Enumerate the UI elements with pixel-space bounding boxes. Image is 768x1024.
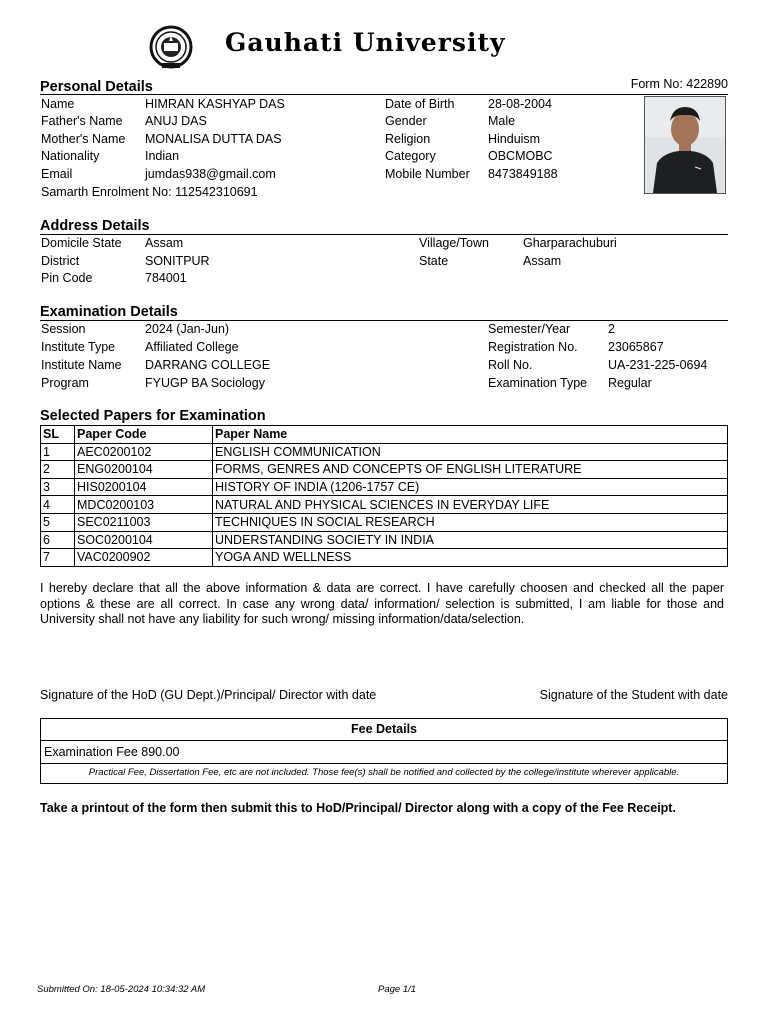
table-row	[41, 443, 728, 461]
father-name-label: Father's Name	[41, 114, 123, 128]
column-header-sl: SL	[41, 426, 75, 444]
religion-value: Hinduism	[488, 132, 541, 146]
domicile-state-label: Domicile State	[41, 236, 122, 250]
submitted-on: Submitted On: 18-05-2024 10:34:32 AM	[37, 984, 206, 995]
paper-name: UNDERSTANDING SOCIETY IN INDIA	[213, 531, 728, 549]
program-value: FYUGP BA Sociology	[145, 376, 265, 390]
fee-details-box	[40, 718, 728, 784]
category-value: OBCMOBC	[488, 149, 553, 163]
examination-type-value: Regular	[608, 376, 652, 390]
table-row	[41, 496, 728, 514]
religion-label: Religion	[385, 132, 431, 146]
institute-name-value: DARRANG COLLEGE	[145, 358, 271, 372]
student-signature-label: Signature of the Student with date	[539, 688, 728, 702]
state-label: State	[419, 254, 449, 268]
paper-sl: 4	[41, 496, 75, 514]
institute-type-value: Affiliated College	[145, 340, 239, 354]
paper-sl: 5	[41, 513, 75, 531]
table-row	[41, 461, 728, 479]
paper-code: SEC0211003	[75, 513, 213, 531]
table-row	[41, 531, 728, 549]
name-label: Name	[41, 97, 75, 111]
dob-label: Date of Birth	[385, 97, 455, 111]
examination-details-rule	[40, 320, 728, 321]
registration-no-label: Registration No.	[488, 340, 578, 354]
university-title: Gauhati University	[225, 28, 506, 57]
university-seal-logo	[149, 25, 193, 69]
selected-papers-heading: Selected Papers for Examination	[40, 408, 266, 424]
semester-year-value: 2	[608, 322, 615, 336]
mother-name-value: MONALISA DUTTA DAS	[145, 132, 282, 146]
nationality-label: Nationality	[41, 149, 100, 163]
paper-code: SOC0200104	[75, 531, 213, 549]
gender-label: Gender	[385, 114, 427, 128]
institute-type-label: Institute Type	[41, 340, 116, 354]
form-number: Form No: 422890	[630, 77, 728, 91]
paper-sl: 7	[41, 549, 75, 567]
district-label: District	[41, 254, 80, 268]
address-details-heading: Address Details	[40, 218, 150, 234]
domicile-state-value: Assam	[145, 236, 184, 250]
paper-name: NATURAL AND PHYSICAL SCIENCES IN EVERYDAY LIFE	[213, 496, 728, 514]
page-number: Page 1/1	[378, 984, 417, 995]
fee-note: Practical Fee, Dissertation Fee, etc are not included. Those fee(s) shall be notified and collected by the college/institute wherever applicable.	[88, 767, 680, 778]
paper-sl: 2	[41, 461, 75, 479]
student-photo	[644, 96, 726, 194]
address-details-rule	[40, 234, 728, 235]
paper-code: VAC0200902	[75, 549, 213, 567]
category-label: Category	[385, 149, 436, 163]
selected-papers-table	[40, 425, 728, 567]
submission-instruction: Take a printout of the form then submit this to HoD/Principal/ Director along with a copy of the Fee Receipt.	[40, 801, 676, 815]
pin-code-value: 784001	[145, 271, 187, 285]
email-label: Email	[41, 167, 73, 181]
mobile-value: 8473849188	[488, 167, 558, 181]
examination-fee: Examination Fee 890.00	[41, 741, 727, 764]
paper-name: HISTORY OF INDIA (1206-1757 CE)	[213, 478, 728, 496]
paper-name: YOGA AND WELLNESS	[213, 549, 728, 567]
mother-name-label: Mother's Name	[41, 132, 126, 146]
state-value: Assam	[523, 254, 562, 268]
column-header-paper-code: Paper Code	[75, 426, 213, 444]
paper-code: AEC0200102	[75, 443, 213, 461]
paper-code: MDC0200103	[75, 496, 213, 514]
fee-details-heading: Fee Details	[41, 719, 727, 741]
examination-type-label: Examination Type	[488, 376, 588, 390]
paper-name: ENGLISH COMMUNICATION	[213, 443, 728, 461]
declaration-text: I hereby declare that all the above information & data are correct. I have carefully choosen and checked all the paper options & these are all correct. In case any wrong data/ information/ selection is submitted, I am liable for those and University shall not have any liability for such wrong/ missing information/data/selection.	[40, 581, 724, 626]
semester-year-label: Semester/Year	[488, 322, 571, 336]
registration-no-value: 23065867	[608, 340, 664, 354]
table-row	[41, 549, 728, 567]
paper-name: FORMS, GENRES AND CONCEPTS OF ENGLISH LITERATURE	[213, 461, 728, 479]
name-value: HIMRAN KASHYAP DAS	[145, 97, 285, 111]
roll-no-value: UA-231-225-0694	[608, 358, 708, 372]
district-value: SONITPUR	[145, 254, 210, 268]
dob-value: 28-08-2004	[488, 97, 552, 111]
paper-sl: 3	[41, 478, 75, 496]
paper-code: HIS0200104	[75, 478, 213, 496]
village-town-label: Village/Town	[419, 236, 489, 250]
personal-details-heading: Personal Details	[40, 79, 153, 95]
paper-name: TECHNIQUES IN SOCIAL RESEARCH	[213, 513, 728, 531]
gender-value: Male	[488, 114, 516, 128]
roll-no-label: Roll No.	[488, 358, 533, 372]
examination-details-heading: Examination Details	[40, 304, 178, 320]
paper-sl: 1	[41, 443, 75, 461]
personal-details-rule	[40, 94, 728, 95]
pin-code-label: Pin Code	[41, 271, 93, 285]
program-label: Program	[41, 376, 89, 390]
mobile-label: Mobile Number	[385, 167, 470, 181]
email-value: jumdas938@gmail.com	[145, 167, 276, 181]
samarth-enrolment: Samarth Enrolment No: 112542310691	[41, 185, 258, 199]
hod-signature-label: Signature of the HoD (GU Dept.)/Principal/ Director with date	[40, 688, 377, 702]
table-header-row	[41, 426, 728, 444]
institute-name-label: Institute Name	[41, 358, 122, 372]
nationality-value: Indian	[145, 149, 180, 163]
table-row	[41, 513, 728, 531]
paper-sl: 6	[41, 531, 75, 549]
paper-code: ENG0200104	[75, 461, 213, 479]
table-row	[41, 478, 728, 496]
village-town-value: Gharparachuburi	[523, 236, 617, 250]
father-name-value: ANUJ DAS	[145, 114, 207, 128]
session-label: Session	[41, 322, 86, 336]
column-header-paper-name: Paper Name	[213, 426, 728, 444]
session-value: 2024 (Jan-Jun)	[145, 322, 230, 336]
